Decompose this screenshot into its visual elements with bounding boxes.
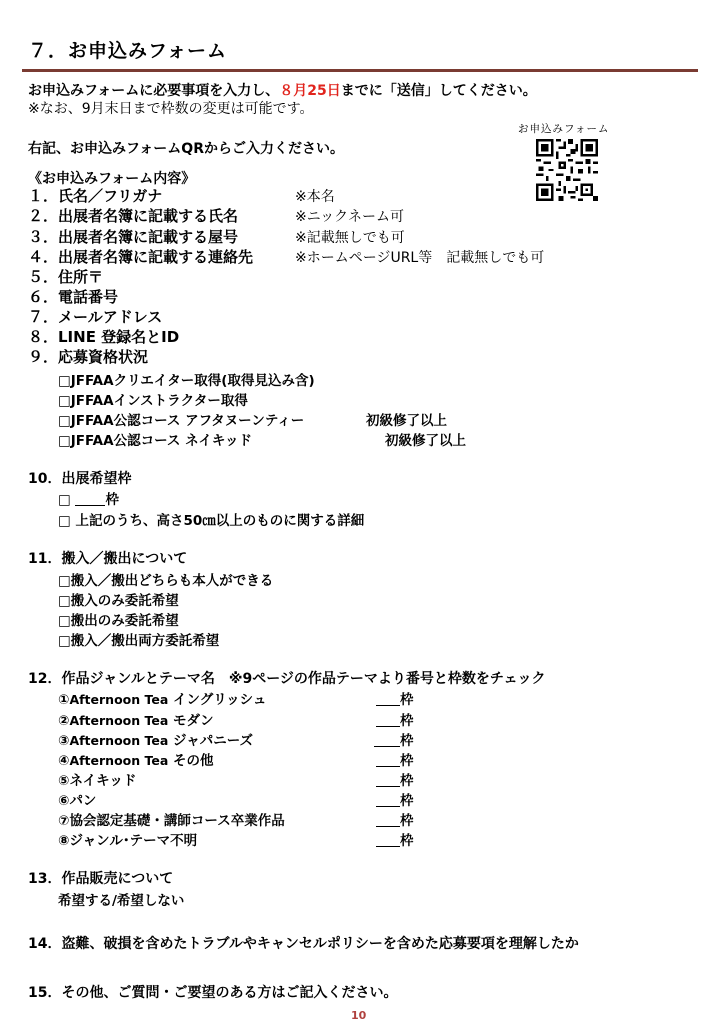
field-label: メールアドレス bbox=[58, 308, 163, 326]
field-number: ８． bbox=[28, 328, 59, 346]
genre-name: ジャンル･テーマ不明 bbox=[69, 833, 198, 849]
genre-name: イングリッシュ bbox=[172, 692, 267, 708]
delivery-option[interactable]: □搬出のみ委託希望 bbox=[58, 613, 179, 629]
genre-unit: 枠 bbox=[400, 773, 414, 789]
field-item bbox=[28, 185, 162, 206]
intro-text-before: お申込みフォームに必要事項を入力し、 bbox=[28, 83, 280, 99]
field-note: ※ニックネーム可 bbox=[295, 209, 405, 225]
genre-name: モダン bbox=[172, 713, 214, 729]
genre-unit: 枠 bbox=[400, 833, 414, 849]
genre-slot-blank[interactable] bbox=[376, 813, 400, 827]
field-label: 氏名／フリガナ bbox=[58, 187, 163, 205]
field-item bbox=[28, 266, 103, 287]
page-title: ７．お申込みフォーム bbox=[28, 40, 228, 62]
genre-slot[interactable] bbox=[376, 789, 414, 809]
field-note: ※記載無しでも可 bbox=[295, 230, 405, 246]
genre-name: 協会認定基礎・講師コース卒業作品 bbox=[69, 813, 285, 829]
section-12-heading: 12．作品ジャンルとテーマ名 ※9ページの作品テーマより番号と枠数をチェック bbox=[28, 671, 546, 687]
field-number: ９． bbox=[28, 348, 59, 366]
field-label: LINE 登録名とID bbox=[58, 328, 180, 346]
genre-unit: 枠 bbox=[400, 733, 414, 749]
delivery-option[interactable]: □搬入／搬出どちらも本人ができる bbox=[58, 573, 274, 589]
field-label: 出展者名簿に記載する連絡先 bbox=[58, 248, 254, 266]
field-item bbox=[28, 306, 162, 327]
genre-unit: 枠 bbox=[400, 793, 414, 809]
field-item bbox=[28, 326, 179, 347]
genre-mark: ④ bbox=[58, 753, 70, 769]
genre-slot-blank[interactable] bbox=[376, 692, 400, 706]
title-underline bbox=[22, 69, 698, 72]
genre-slot[interactable] bbox=[376, 769, 414, 789]
delivery-option[interactable]: □搬入／搬出両方委託希望 bbox=[58, 633, 220, 649]
deadline-date: ８月25日 bbox=[279, 83, 341, 99]
genre-en: Afternoon Tea bbox=[69, 692, 169, 707]
genre-item[interactable] bbox=[58, 769, 136, 789]
field-item bbox=[28, 246, 253, 267]
genre-name: ネイキッド bbox=[69, 773, 137, 789]
genre-name: ジャパニーズ bbox=[172, 733, 254, 749]
checkbox-glyph: □ bbox=[58, 492, 71, 508]
qr-label: お申込みフォーム bbox=[518, 123, 610, 135]
qualification-level: 初級修了以上 bbox=[366, 413, 447, 429]
genre-en: Afternoon Tea bbox=[69, 713, 169, 728]
genre-slot[interactable] bbox=[376, 829, 414, 849]
tall-item-option[interactable]: □ 上記のうち、高さ50㎝以上のものに関する詳細 bbox=[58, 513, 365, 529]
field-note: ※ホームページURL等 記載無しでも可 bbox=[295, 250, 545, 266]
slot-count-field[interactable] bbox=[58, 488, 119, 508]
qualification-level: 初級修了以上 bbox=[385, 433, 466, 449]
genre-unit: 枠 bbox=[400, 753, 414, 769]
genre-slot[interactable] bbox=[376, 809, 414, 829]
genre-item[interactable] bbox=[58, 709, 214, 729]
field-number: ４． bbox=[28, 248, 59, 266]
field-label: 応募資格状況 bbox=[58, 348, 149, 366]
field-item bbox=[28, 205, 238, 226]
field-number: ３． bbox=[28, 228, 59, 246]
contents-heading: 《お申込みフォーム内容》 bbox=[28, 171, 196, 187]
genre-mark: ⑦ bbox=[58, 813, 70, 829]
qualification-option[interactable]: □JFFAAインストラクター取得 bbox=[58, 393, 248, 409]
genre-unit: 枠 bbox=[400, 692, 414, 708]
genre-slot[interactable] bbox=[376, 709, 414, 729]
genre-item[interactable] bbox=[58, 809, 285, 829]
genre-item[interactable] bbox=[58, 729, 253, 749]
field-number: ７． bbox=[28, 308, 59, 326]
field-label: 電話番号 bbox=[58, 288, 119, 306]
page-number: 10 bbox=[351, 1009, 367, 1022]
intro-text-after: までに「送信」してください。 bbox=[340, 83, 537, 99]
delivery-option[interactable]: □搬入のみ委託希望 bbox=[58, 593, 179, 609]
field-item bbox=[28, 286, 118, 307]
field-note: ※本名 bbox=[295, 189, 335, 205]
genre-slot-blank[interactable] bbox=[374, 733, 400, 747]
intro-line-1 bbox=[28, 80, 537, 100]
genre-item[interactable] bbox=[58, 749, 213, 769]
field-label: 住所〒 bbox=[58, 268, 104, 286]
field-number: １． bbox=[28, 187, 59, 205]
field-label: 出展者名簿に記載する屋号 bbox=[58, 228, 239, 246]
genre-mark: ⑥ bbox=[58, 793, 70, 809]
genre-name: パン bbox=[69, 793, 97, 809]
qualification-option[interactable]: □JFFAA公認コース ネイキッド bbox=[58, 433, 253, 449]
section-13-heading: 13．作品販売について bbox=[28, 871, 174, 887]
field-item bbox=[28, 226, 238, 247]
genre-unit: 枠 bbox=[400, 813, 414, 829]
field-number: ２． bbox=[28, 207, 59, 225]
genre-name: その他 bbox=[172, 753, 214, 769]
genre-mark: ② bbox=[58, 713, 70, 729]
field-number: ６． bbox=[28, 288, 59, 306]
section-11-heading: 11．搬入／搬出について bbox=[28, 551, 188, 567]
genre-en: Afternoon Tea bbox=[69, 733, 169, 748]
genre-unit: 枠 bbox=[400, 713, 414, 729]
genre-mark: ① bbox=[58, 692, 70, 708]
genre-slot-blank[interactable] bbox=[376, 833, 400, 847]
intro-line-2: ※なお、9月末日まで枠数の変更は可能です。 bbox=[28, 101, 314, 117]
slot-unit: 枠 bbox=[105, 492, 119, 508]
genre-slot[interactable] bbox=[376, 749, 414, 769]
sales-option[interactable]: 希望する/希望しない bbox=[58, 893, 185, 909]
genre-en: Afternoon Tea bbox=[69, 753, 169, 768]
intro-line-3: 右記、お申込みフォームQRからご入力ください。 bbox=[28, 141, 344, 157]
genre-slot[interactable] bbox=[376, 688, 414, 708]
genre-slot-blank[interactable] bbox=[376, 713, 400, 727]
genre-mark: ⑧ bbox=[58, 833, 70, 849]
genre-item[interactable] bbox=[58, 688, 266, 708]
genre-slot-blank[interactable] bbox=[376, 753, 400, 767]
qr-code-icon[interactable] bbox=[536, 139, 598, 201]
genre-item[interactable] bbox=[58, 789, 96, 809]
genre-slot-blank[interactable] bbox=[376, 793, 400, 807]
field-number: ５． bbox=[28, 268, 59, 286]
qualification-option[interactable]: □JFFAA公認コース アフタヌーンティー bbox=[58, 413, 305, 429]
genre-slot-blank[interactable] bbox=[376, 773, 400, 787]
section-14-heading: 14．盗難、破損を含めたトラブルやキャンセルポリシーを含めた応募要項を理解したか bbox=[28, 936, 579, 952]
field-label: 出展者名簿に記載する氏名 bbox=[58, 207, 239, 225]
section-15-heading: 15．その他、ご質問・ご要望のある方はご記入ください。 bbox=[28, 985, 398, 1001]
genre-mark: ⑤ bbox=[58, 773, 70, 789]
qualification-option[interactable]: □JFFAAクリエイター取得(取得見込み含) bbox=[58, 373, 315, 389]
genre-slot[interactable] bbox=[374, 729, 414, 749]
section-10-heading: 10．出展希望枠 bbox=[28, 471, 132, 487]
slot-count-blank[interactable] bbox=[75, 492, 105, 506]
field-item bbox=[28, 346, 148, 367]
genre-item[interactable] bbox=[58, 829, 197, 849]
genre-mark: ③ bbox=[58, 733, 70, 749]
